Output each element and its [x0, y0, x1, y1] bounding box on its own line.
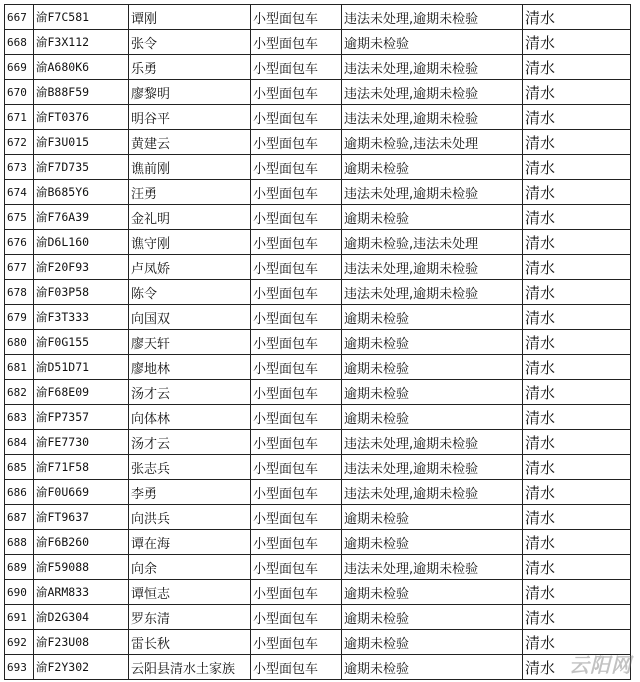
table-row — [5, 405, 631, 430]
department-cell: 清水 — [523, 80, 631, 105]
row-number-cell: 691 — [5, 605, 34, 630]
row-number-cell: 679 — [5, 305, 34, 330]
owner-name-cell: 谯前刚 — [129, 155, 251, 180]
department-cell: 清水 — [523, 305, 631, 330]
department-cell: 清水 — [523, 130, 631, 155]
table-row — [5, 105, 631, 130]
owner-name-cell: 乐勇 — [129, 55, 251, 80]
row-number-cell: 676 — [5, 230, 34, 255]
row-number-cell: 678 — [5, 280, 34, 305]
vehicle-type-cell: 小型面包车 — [251, 30, 342, 55]
table-row — [5, 530, 631, 555]
vehicle-type-cell: 小型面包车 — [251, 230, 342, 255]
department-cell: 清水 — [523, 105, 631, 130]
row-number-cell: 667 — [5, 5, 34, 30]
status-cell: 逾期未检验 — [342, 380, 523, 405]
plate-number-cell: 渝F3T333 — [34, 305, 129, 330]
plate-number-cell: 渝F20F93 — [34, 255, 129, 280]
owner-name-cell: 张令 — [129, 30, 251, 55]
owner-name-cell: 明谷平 — [129, 105, 251, 130]
department-cell: 清水 — [523, 505, 631, 530]
vehicle-type-cell: 小型面包车 — [251, 130, 342, 155]
plate-number-cell: 渝F59088 — [34, 555, 129, 580]
owner-name-cell: 卢凤娇 — [129, 255, 251, 280]
plate-number-cell: 渝ARM833 — [34, 580, 129, 605]
row-number-cell: 668 — [5, 30, 34, 55]
site-watermark: 云阳网 — [569, 653, 632, 677]
owner-name-cell: 金礼明 — [129, 205, 251, 230]
status-cell: 逾期未检验,违法未处理 — [342, 130, 523, 155]
table-row — [5, 55, 631, 80]
vehicle-type-cell: 小型面包车 — [251, 505, 342, 530]
vehicle-type-cell: 小型面包车 — [251, 155, 342, 180]
vehicle-type-cell: 小型面包车 — [251, 205, 342, 230]
plate-number-cell: 渝D6L160 — [34, 230, 129, 255]
table-row — [5, 330, 631, 355]
row-number-cell: 681 — [5, 355, 34, 380]
vehicle-type-cell: 小型面包车 — [251, 630, 342, 655]
owner-name-cell: 汤才云 — [129, 380, 251, 405]
vehicle-type-cell: 小型面包车 — [251, 105, 342, 130]
status-cell: 违法未处理,逾期未检验 — [342, 455, 523, 480]
row-number-cell: 686 — [5, 480, 34, 505]
department-cell: 清水 — [523, 355, 631, 380]
vehicle-type-cell: 小型面包车 — [251, 405, 342, 430]
owner-name-cell: 张志兵 — [129, 455, 251, 480]
department-cell: 清水 — [523, 155, 631, 180]
table-row — [5, 455, 631, 480]
table-row — [5, 180, 631, 205]
plate-number-cell: 渝F68E09 — [34, 380, 129, 405]
plate-number-cell: 渝F3U015 — [34, 130, 129, 155]
plate-number-cell: 渝D2G304 — [34, 605, 129, 630]
owner-name-cell: 谭刚 — [129, 5, 251, 30]
department-cell: 清水 — [523, 530, 631, 555]
table-row — [5, 555, 631, 580]
owner-name-cell: 雷长秋 — [129, 630, 251, 655]
owner-name-cell: 云阳县清水土家族 — [129, 655, 251, 680]
owner-name-cell: 向体林 — [129, 405, 251, 430]
owner-name-cell: 陈令 — [129, 280, 251, 305]
owner-name-cell: 向余 — [129, 555, 251, 580]
vehicle-type-cell: 小型面包车 — [251, 355, 342, 380]
plate-number-cell: 渝FT9637 — [34, 505, 129, 530]
row-number-cell: 687 — [5, 505, 34, 530]
vehicle-type-cell: 小型面包车 — [251, 555, 342, 580]
row-number-cell: 684 — [5, 430, 34, 455]
row-number-cell: 680 — [5, 330, 34, 355]
vehicle-type-cell: 小型面包车 — [251, 80, 342, 105]
row-number-cell: 685 — [5, 455, 34, 480]
department-cell: 清水 — [523, 280, 631, 305]
status-cell: 逾期未检验 — [342, 30, 523, 55]
department-cell: 清水 — [523, 605, 631, 630]
table-row — [5, 5, 631, 30]
department-cell: 清水 — [523, 405, 631, 430]
department-cell: 清水 — [523, 55, 631, 80]
department-cell: 清水 — [523, 555, 631, 580]
status-cell: 违法未处理,逾期未检验 — [342, 105, 523, 130]
status-cell: 违法未处理,逾期未检验 — [342, 555, 523, 580]
owner-name-cell: 汪勇 — [129, 180, 251, 205]
row-number-cell: 673 — [5, 155, 34, 180]
status-cell: 逾期未检验 — [342, 630, 523, 655]
owner-name-cell: 向国双 — [129, 305, 251, 330]
owner-name-cell: 谭在海 — [129, 530, 251, 555]
table-row — [5, 30, 631, 55]
department-cell: 清水 — [523, 180, 631, 205]
row-number-cell: 672 — [5, 130, 34, 155]
status-cell: 逾期未检验,违法未处理 — [342, 230, 523, 255]
status-cell: 逾期未检验 — [342, 405, 523, 430]
row-number-cell: 688 — [5, 530, 34, 555]
table-row — [5, 480, 631, 505]
table-row — [5, 355, 631, 380]
vehicle-type-cell: 小型面包车 — [251, 55, 342, 80]
plate-number-cell: 渝FP7357 — [34, 405, 129, 430]
table-row — [5, 155, 631, 180]
table-row — [5, 605, 631, 630]
plate-number-cell: 渝F23U08 — [34, 630, 129, 655]
status-cell: 逾期未检验 — [342, 605, 523, 630]
table-row — [5, 580, 631, 605]
department-cell: 清水 — [523, 455, 631, 480]
table-row — [5, 205, 631, 230]
vehicle-type-cell: 小型面包车 — [251, 305, 342, 330]
status-cell: 逾期未检验 — [342, 580, 523, 605]
vehicle-type-cell: 小型面包车 — [251, 530, 342, 555]
table-row — [5, 255, 631, 280]
plate-number-cell: 渝F71F58 — [34, 455, 129, 480]
plate-number-cell: 渝F0G155 — [34, 330, 129, 355]
department-cell: 清水 — [523, 5, 631, 30]
plate-number-cell: 渝FT0376 — [34, 105, 129, 130]
status-cell: 逾期未检验 — [342, 655, 523, 680]
plate-number-cell: 渝FE7730 — [34, 430, 129, 455]
department-cell: 清水 — [523, 380, 631, 405]
vehicle-type-cell: 小型面包车 — [251, 430, 342, 455]
table-row — [5, 80, 631, 105]
vehicle-type-cell: 小型面包车 — [251, 5, 342, 30]
table-row — [5, 130, 631, 155]
owner-name-cell: 谭恒志 — [129, 580, 251, 605]
owner-name-cell: 罗东清 — [129, 605, 251, 630]
department-cell: 清水 — [523, 330, 631, 355]
row-number-cell: 670 — [5, 80, 34, 105]
vehicle-type-cell: 小型面包车 — [251, 280, 342, 305]
department-cell: 清水 — [523, 205, 631, 230]
row-number-cell: 677 — [5, 255, 34, 280]
table-row — [5, 230, 631, 255]
table-row — [5, 430, 631, 455]
owner-name-cell: 向洪兵 — [129, 505, 251, 530]
status-cell: 逾期未检验 — [342, 205, 523, 230]
plate-number-cell: 渝B88F59 — [34, 80, 129, 105]
owner-name-cell: 廖天轩 — [129, 330, 251, 355]
vehicle-type-cell: 小型面包车 — [251, 380, 342, 405]
status-cell: 违法未处理,逾期未检验 — [342, 255, 523, 280]
vehicle-table — [4, 4, 631, 680]
vehicle-type-cell: 小型面包车 — [251, 455, 342, 480]
status-cell: 逾期未检验 — [342, 355, 523, 380]
table-row — [5, 630, 631, 655]
status-cell: 违法未处理,逾期未检验 — [342, 5, 523, 30]
plate-number-cell: 渝D51D71 — [34, 355, 129, 380]
row-number-cell: 690 — [5, 580, 34, 605]
plate-number-cell: 渝F03P58 — [34, 280, 129, 305]
vehicle-type-cell: 小型面包车 — [251, 255, 342, 280]
table-row — [5, 380, 631, 405]
row-number-cell: 693 — [5, 655, 34, 680]
status-cell: 逾期未检验 — [342, 330, 523, 355]
plate-number-cell: 渝F3X112 — [34, 30, 129, 55]
owner-name-cell: 廖地林 — [129, 355, 251, 380]
owner-name-cell: 廖黎明 — [129, 80, 251, 105]
vehicle-type-cell: 小型面包车 — [251, 180, 342, 205]
plate-number-cell: 渝A680K6 — [34, 55, 129, 80]
vehicle-type-cell: 小型面包车 — [251, 580, 342, 605]
plate-number-cell: 渝F7C581 — [34, 5, 129, 30]
department-cell: 清水 — [523, 655, 631, 680]
row-number-cell: 683 — [5, 405, 34, 430]
table-row — [5, 280, 631, 305]
vehicle-type-cell: 小型面包车 — [251, 330, 342, 355]
department-cell: 清水 — [523, 580, 631, 605]
status-cell: 逾期未检验 — [342, 155, 523, 180]
table-row — [5, 655, 631, 680]
row-number-cell: 689 — [5, 555, 34, 580]
plate-number-cell: 渝F6B260 — [34, 530, 129, 555]
table-row — [5, 305, 631, 330]
status-cell: 逾期未检验 — [342, 505, 523, 530]
department-cell: 清水 — [523, 255, 631, 280]
status-cell: 违法未处理,逾期未检验 — [342, 55, 523, 80]
status-cell: 违法未处理,逾期未检验 — [342, 480, 523, 505]
vehicle-table-body — [5, 5, 631, 680]
department-cell: 清水 — [523, 230, 631, 255]
department-cell: 清水 — [523, 430, 631, 455]
department-cell: 清水 — [523, 630, 631, 655]
owner-name-cell: 李勇 — [129, 480, 251, 505]
department-cell: 清水 — [523, 30, 631, 55]
table-row — [5, 505, 631, 530]
status-cell: 违法未处理,逾期未检验 — [342, 180, 523, 205]
status-cell: 逾期未检验 — [342, 305, 523, 330]
status-cell: 违法未处理,逾期未检验 — [342, 430, 523, 455]
row-number-cell: 682 — [5, 380, 34, 405]
owner-name-cell: 谯守刚 — [129, 230, 251, 255]
plate-number-cell: 渝F76A39 — [34, 205, 129, 230]
status-cell: 违法未处理,逾期未检验 — [342, 280, 523, 305]
vehicle-type-cell: 小型面包车 — [251, 480, 342, 505]
plate-number-cell: 渝F2Y302 — [34, 655, 129, 680]
row-number-cell: 669 — [5, 55, 34, 80]
row-number-cell: 692 — [5, 630, 34, 655]
owner-name-cell: 黄建云 — [129, 130, 251, 155]
row-number-cell: 675 — [5, 205, 34, 230]
status-cell: 违法未处理,逾期未检验 — [342, 80, 523, 105]
owner-name-cell: 汤才云 — [129, 430, 251, 455]
plate-number-cell: 渝F7D735 — [34, 155, 129, 180]
department-cell: 清水 — [523, 480, 631, 505]
row-number-cell: 674 — [5, 180, 34, 205]
plate-number-cell: 渝B685Y6 — [34, 180, 129, 205]
vehicle-type-cell: 小型面包车 — [251, 655, 342, 680]
vehicle-type-cell: 小型面包车 — [251, 605, 342, 630]
row-number-cell: 671 — [5, 105, 34, 130]
status-cell: 逾期未检验 — [342, 530, 523, 555]
plate-number-cell: 渝F0U669 — [34, 480, 129, 505]
